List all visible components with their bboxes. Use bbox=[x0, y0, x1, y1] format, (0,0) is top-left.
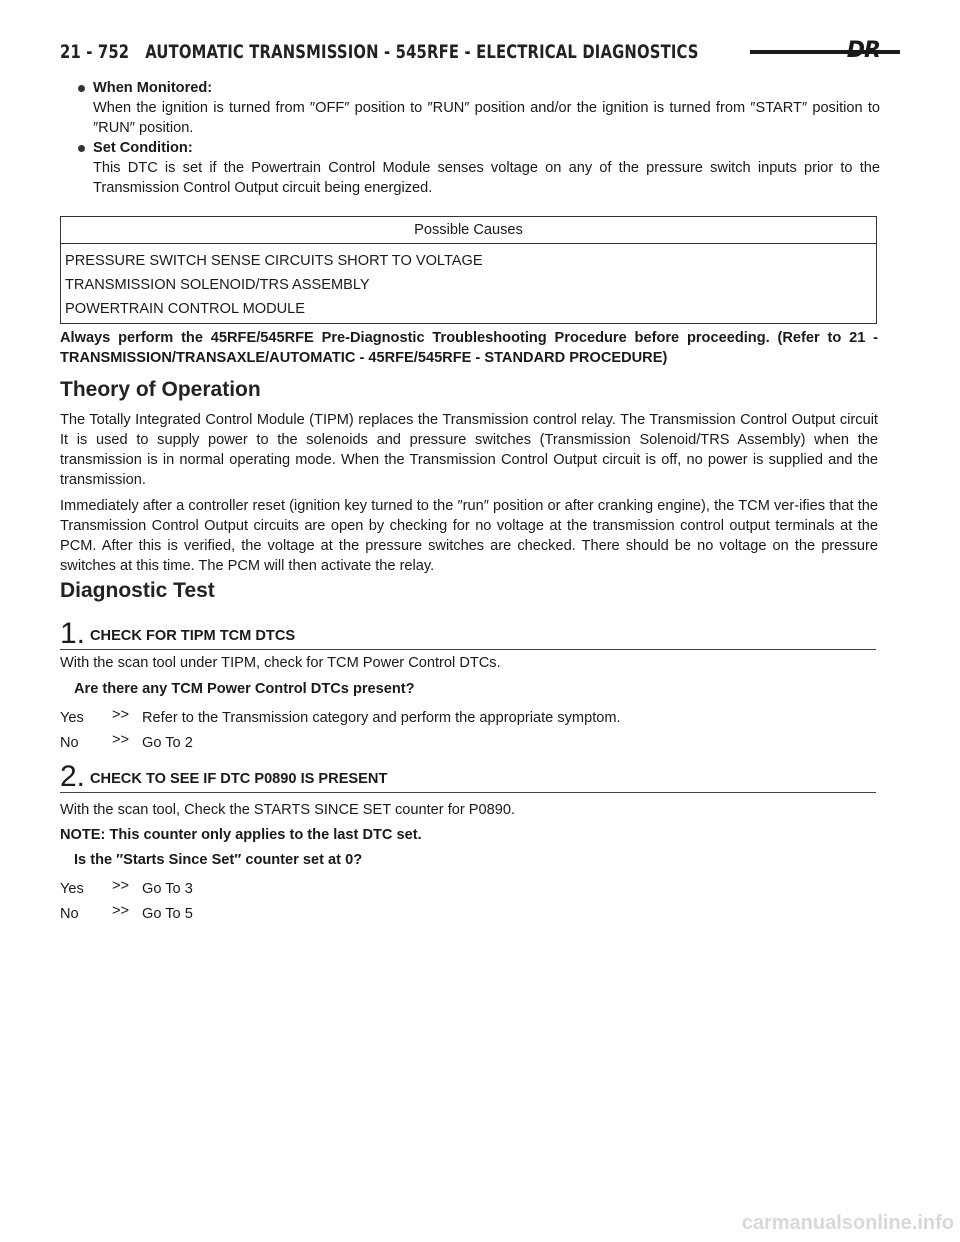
bullet-dot-icon bbox=[78, 145, 85, 152]
theory-paragraph-2: Immediately after a controller reset (ignition key turned to the ″run″ position or after cranking engine), the TCM ver-ifies that the Transmission Control Output circuits are open by checking for no voltage at the transmission control output terminals at the PCM. After this is verified, the voltage at the pressure switches are checked. There should be no voltage on the pressure switches at this time. The PCM will then activate the relay. bbox=[60, 498, 878, 574]
theory-paragraph-1: The Totally Integrated Control Module (TIPM) replaces the Transmission control relay. The Transmission Control Output circuit It is used to supply power to the solenoids and pressure switches (Transmission Solenoid/TRS Assembly) when the transmission is in normal operating mode. When the Transmission Control Output circuit is off, no power is supplied and the transmission. bbox=[60, 412, 878, 488]
answer-label: Yes bbox=[60, 710, 84, 726]
watermark: carmanualsonline.info bbox=[741, 1212, 954, 1234]
bullet-dot-icon bbox=[78, 85, 85, 92]
step-2-header bbox=[60, 762, 876, 793]
step-2-question: Is the ″Starts Since Set″ counter set at 0? bbox=[74, 852, 363, 868]
cause-row: PRESSURE SWITCH SENSE CIRCUITS SHORT TO VOLTAGE bbox=[65, 253, 483, 269]
bullet-set-condition bbox=[78, 138, 880, 198]
page-reference: 21 - 752 bbox=[60, 41, 130, 63]
header-title-line bbox=[60, 41, 699, 63]
bullet-title: Set Condition: bbox=[93, 140, 193, 156]
step-2-note: NOTE: This counter only applies to the last DTC set. bbox=[60, 827, 422, 843]
bullet-text: When the ignition is turned from ″OFF″ position to ″RUN″ position and/or the ignition is turned from ″START″ position to ″RUN″ position. bbox=[93, 100, 880, 136]
bullet-when-monitored bbox=[78, 78, 880, 138]
answer-action: Refer to the Transmission category and perform the appropriate symptom. bbox=[142, 710, 621, 726]
bullet-title: When Monitored: bbox=[93, 80, 213, 96]
step-2-instruction: With the scan tool, Check the STARTS SINCE SET counter for P0890. bbox=[60, 802, 516, 818]
answer-action: Go To 3 bbox=[142, 881, 193, 897]
answer-action: Go To 2 bbox=[142, 735, 193, 751]
step-number: 2. bbox=[60, 760, 86, 793]
step-title: CHECK FOR TIPM TCM DTCS bbox=[90, 628, 296, 644]
answer-label: No bbox=[60, 735, 79, 751]
answer-action: Go To 5 bbox=[142, 906, 193, 922]
model-code: DR bbox=[846, 38, 880, 63]
possible-causes-table bbox=[60, 216, 877, 324]
answer-arrow: >> bbox=[112, 903, 130, 919]
answer-label: No bbox=[60, 906, 79, 922]
answer-label: Yes bbox=[60, 881, 84, 897]
answer-arrow: >> bbox=[112, 707, 130, 723]
bullet-text: This DTC is set if the Powertrain Control Module senses voltage on any of the pressure switch inputs prior to the Transmission Control Output circuit being energized. bbox=[93, 160, 880, 196]
pre-diagnostic-warning: Always perform the 45RFE/545RFE Pre-Diagnostic Troubleshooting Procedure before proceeding. (Refer to 21 - TRANSMISSION/TRANSAXLE/AUTOMATIC - 45RFE/545RFE - STANDARD PROCEDURE) bbox=[60, 330, 878, 366]
step-number: 1. bbox=[60, 617, 86, 650]
cause-row: POWERTRAIN CONTROL MODULE bbox=[65, 301, 306, 317]
answer-arrow: >> bbox=[112, 878, 130, 894]
step-1-question: Are there any TCM Power Control DTCs present? bbox=[74, 681, 415, 697]
step-1-instruction: With the scan tool under TIPM, check for TCM Power Control DTCs. bbox=[60, 655, 501, 671]
page-header bbox=[60, 38, 880, 66]
causes-header: Possible Causes bbox=[61, 217, 876, 244]
step-1-header bbox=[60, 619, 876, 650]
diagnostic-test-heading: Diagnostic Test bbox=[60, 579, 215, 602]
step-title: CHECK TO SEE IF DTC P0890 IS PRESENT bbox=[90, 771, 388, 787]
answer-arrow: >> bbox=[112, 732, 130, 748]
cause-row: TRANSMISSION SOLENOID/TRS ASSEMBLY bbox=[65, 277, 370, 293]
theory-heading: Theory of Operation bbox=[60, 378, 261, 401]
header-title: AUTOMATIC TRANSMISSION - 545RFE - ELECTRICAL DIAGNOSTICS bbox=[145, 41, 699, 63]
